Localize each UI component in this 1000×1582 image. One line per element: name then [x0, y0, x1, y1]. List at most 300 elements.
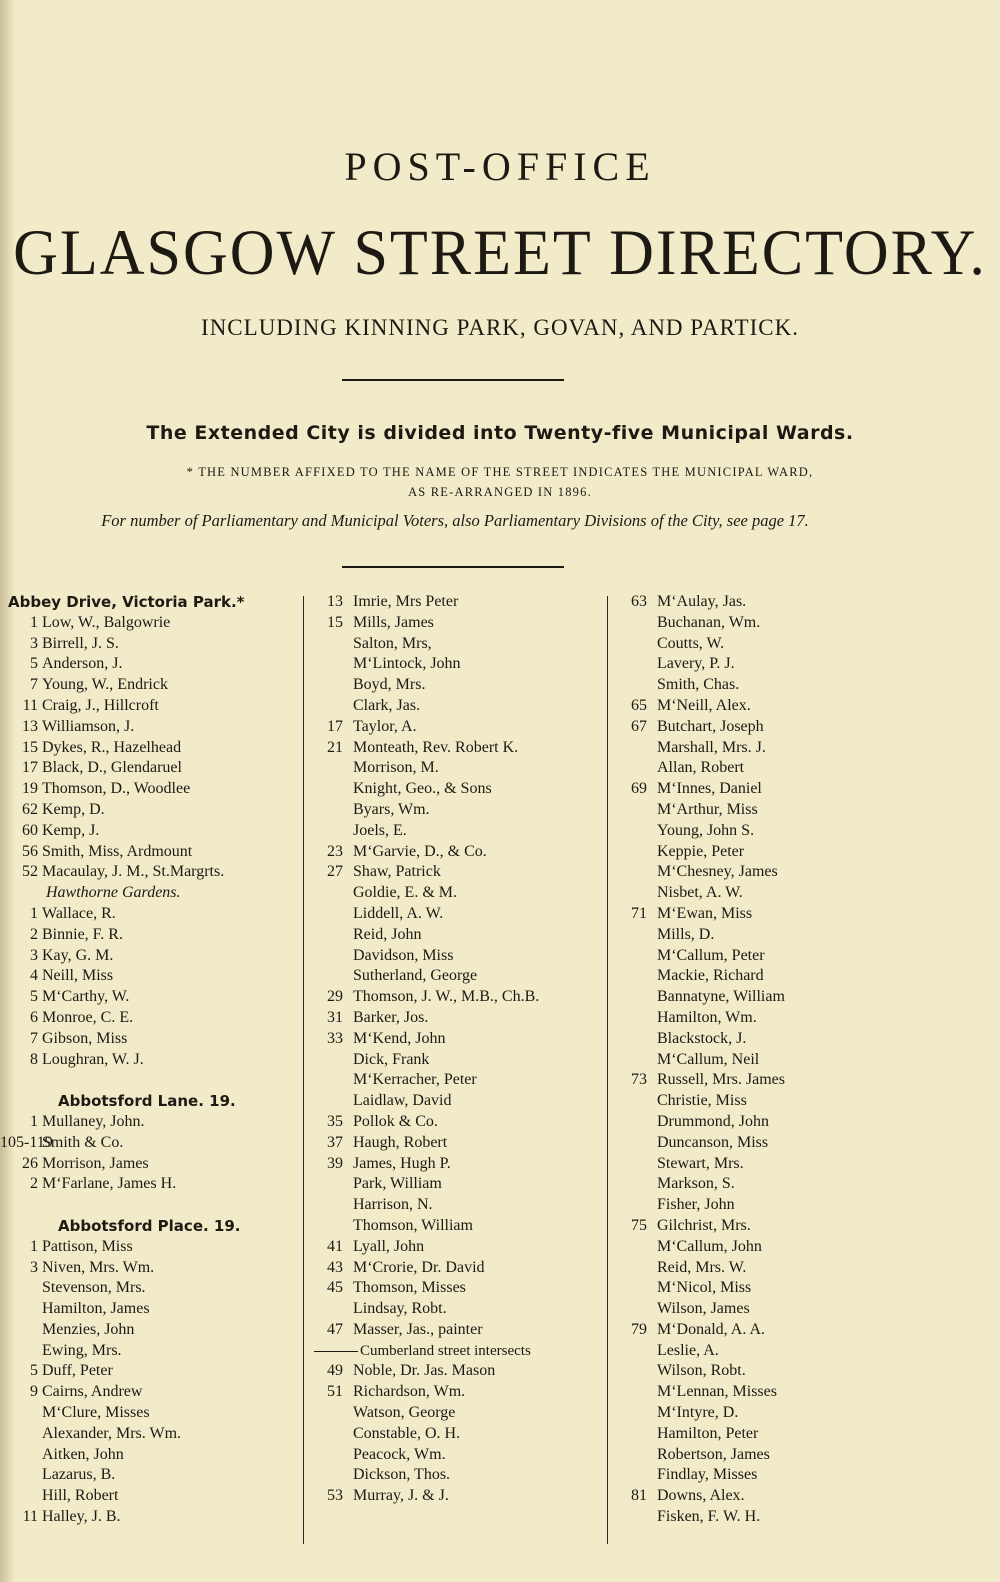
house-number: 19	[22, 780, 38, 798]
resident-name: James, Hugh P.	[353, 1154, 451, 1172]
directory-entry	[610, 987, 910, 1008]
resident-name: Monroe, C. E.	[42, 1008, 134, 1026]
directory-entry	[0, 758, 300, 779]
resident-name: Monteath, Rev. Robert K.	[353, 738, 519, 756]
directory-entry	[0, 779, 300, 800]
directory-entry	[610, 1445, 910, 1466]
directory-entry	[610, 1174, 910, 1195]
directory-entry	[306, 1486, 606, 1507]
directory-entry	[0, 862, 300, 883]
directory-entry	[610, 1050, 910, 1071]
directory-entry	[0, 1029, 300, 1050]
resident-name: M‘Donald, A. A.	[657, 1320, 765, 1338]
resident-name: Wilson, Robt.	[657, 1362, 746, 1380]
directory-entry	[306, 1258, 606, 1279]
directory-entry	[306, 696, 606, 717]
resident-name: Wallace, R.	[42, 904, 116, 922]
directory-entry	[0, 634, 300, 655]
resident-name: Buchanan, Wm.	[657, 613, 761, 631]
resident-name: M‘Crorie, Dr. David	[353, 1258, 485, 1276]
street-heading	[0, 592, 300, 613]
directory-entry	[610, 613, 910, 634]
resident-name: M‘Farlane, James H.	[42, 1175, 177, 1193]
resident-name: Davidson, Miss	[353, 946, 454, 964]
resident-name: Duff, Peter	[42, 1362, 113, 1380]
intersection-note-text	[314, 1341, 531, 1362]
directory-entry	[0, 1278, 300, 1299]
street-heading-text: Abbotsford Lane. 19.	[58, 1092, 236, 1111]
resident-name: Downs, Alex.	[657, 1487, 745, 1505]
directory-entry	[610, 862, 910, 883]
directory-entry	[610, 1133, 910, 1154]
directory-entry	[306, 592, 606, 613]
house-number: 6	[30, 1008, 38, 1026]
resident-name: Fisher, John	[657, 1196, 735, 1214]
resident-name: M‘Callum, Neil	[657, 1050, 760, 1068]
directory-entry	[0, 1237, 300, 1258]
directory-entry	[306, 654, 606, 675]
house-number: 11	[22, 696, 38, 714]
directory-entry	[0, 925, 300, 946]
column-divider	[607, 596, 608, 1544]
house-number: 67	[631, 717, 647, 735]
directory-entry	[306, 1029, 606, 1050]
directory-entry	[306, 779, 606, 800]
house-number: 15	[327, 613, 343, 631]
wards-heading: The Extended City is divided into Twenty-five Municipal Wards.	[146, 422, 854, 444]
house-number: 7	[30, 676, 38, 694]
directory-entry	[306, 1050, 606, 1071]
house-number: 4	[30, 967, 38, 985]
house-number: 7	[30, 1029, 38, 1047]
directory-entry	[0, 696, 300, 717]
house-number: 39	[327, 1154, 343, 1172]
resident-name: Thomson, J. W., M.B., Ch.B.	[353, 988, 540, 1006]
directory-entry	[0, 904, 300, 925]
house-number: 17	[327, 717, 343, 735]
column-divider	[303, 596, 304, 1544]
directory-entry	[0, 613, 300, 634]
directory-entry	[306, 758, 606, 779]
directory-entry	[0, 1445, 300, 1466]
directory-column-2	[306, 592, 606, 1507]
house-number: 69	[631, 780, 647, 798]
resident-name: Hill, Robert	[42, 1487, 119, 1505]
directory-entry	[306, 1195, 606, 1216]
resident-name: Young, John S.	[657, 821, 755, 839]
directory-entry	[306, 634, 606, 655]
house-number: 63	[631, 593, 647, 610]
resident-name: Menzies, John	[42, 1320, 135, 1338]
resident-name: Dykes, R., Hazelhead	[42, 738, 182, 756]
resident-name: Kemp, J.	[42, 821, 100, 839]
resident-name: M‘Carthy, W.	[42, 988, 130, 1006]
house-number: 41	[327, 1237, 343, 1255]
resident-name: M‘Kerracher, Peter	[353, 1071, 477, 1089]
resident-name: Birrell, J. S.	[42, 634, 119, 652]
house-number: 56	[22, 842, 38, 860]
resident-name: Kay, G. M.	[42, 946, 114, 964]
resident-name: Mills, D.	[657, 925, 715, 943]
directory-entry	[306, 1154, 606, 1175]
directory-entry	[610, 1278, 910, 1299]
directory-entry	[610, 800, 910, 821]
directory-entry	[306, 1070, 606, 1091]
resident-name: Dick, Frank	[353, 1050, 430, 1068]
street-heading	[0, 1091, 300, 1112]
directory-entry	[306, 821, 606, 842]
resident-name: Clark, Jas.	[353, 696, 421, 714]
house-number: 79	[631, 1320, 647, 1338]
resident-name: Aitken, John	[42, 1445, 124, 1463]
directory-entry	[610, 654, 910, 675]
resident-name: Wilson, James	[657, 1300, 750, 1318]
resident-name: Lyall, John	[353, 1237, 425, 1255]
resident-name: Boyd, Mrs.	[353, 676, 426, 694]
resident-name: Low, W., Balgowrie	[42, 613, 171, 631]
directory-entry	[610, 1154, 910, 1175]
directory-entry	[610, 1237, 910, 1258]
directory-entry	[0, 654, 300, 675]
directory-entry	[610, 1070, 910, 1091]
resident-name: Hamilton, Peter	[657, 1424, 759, 1442]
house-number: 29	[327, 988, 343, 1006]
divider-rule	[342, 566, 564, 568]
directory-entry	[610, 675, 910, 696]
voters-reference: For number of Parliamentary and Municipal Voters, also Parliamentary Divisions of the City, see page 17.	[101, 511, 809, 530]
house-number: 1	[30, 1237, 38, 1255]
resident-name: M‘Arthur, Miss	[657, 800, 758, 818]
directory-entry	[610, 1341, 910, 1362]
resident-name: Nisbet, A. W.	[657, 884, 743, 902]
resident-name: Black, D., Glendaruel	[42, 759, 182, 777]
title-post-office: POST-OFFICE	[344, 144, 656, 189]
intersection-note	[306, 1341, 606, 1362]
resident-name: Binnie, F. R.	[42, 925, 123, 943]
resident-name: Peacock, Wm.	[353, 1445, 446, 1463]
resident-name: M‘Kend, John	[353, 1029, 446, 1047]
resident-name: Constable, O. H.	[353, 1424, 461, 1442]
resident-name: Allan, Robert	[657, 759, 745, 777]
resident-name: Lindsay, Robt.	[353, 1300, 447, 1318]
resident-name: Gibson, Miss	[42, 1029, 128, 1047]
resident-name: Morrison, M.	[353, 759, 439, 777]
house-number: 1	[30, 904, 38, 922]
title-street-directory: GLASGOW STREET DIRECTORY.	[13, 217, 987, 289]
house-number: 11	[22, 1508, 38, 1526]
resident-name: Keppie, Peter	[657, 842, 745, 860]
directory-entry	[306, 1008, 606, 1029]
directory-entry	[306, 1216, 606, 1237]
resident-name: Niven, Mrs. Wm.	[42, 1258, 155, 1276]
directory-entry	[610, 1465, 910, 1486]
directory-entry	[610, 1008, 910, 1029]
resident-name: Craig, J., Hillcroft	[42, 696, 159, 714]
resident-name: M‘Callum, John	[657, 1237, 762, 1255]
resident-name: Butchart, Joseph	[657, 717, 764, 735]
directory-entry	[306, 1465, 606, 1486]
directory-entry	[306, 842, 606, 863]
house-number: 13	[327, 593, 343, 610]
house-number: 3	[30, 946, 38, 964]
resident-name: Coutts, W.	[657, 634, 725, 652]
resident-name: Ewing, Mrs.	[42, 1341, 122, 1359]
directory-entry	[0, 1050, 300, 1071]
directory-entry	[0, 1486, 300, 1507]
house-number: 23	[327, 842, 343, 860]
resident-name: Mills, James	[353, 613, 434, 631]
resident-name: Mullaney, John.	[42, 1112, 145, 1130]
directory-entry	[0, 717, 300, 738]
directory-entry	[0, 675, 300, 696]
directory-entry	[610, 966, 910, 987]
resident-name: Williamson, J.	[42, 717, 135, 735]
directory-entry	[610, 821, 910, 842]
house-number: 27	[327, 863, 343, 881]
resident-name: Stevenson, Mrs.	[42, 1279, 146, 1297]
street-subheading-text: Hawthorne Gardens.	[46, 884, 181, 902]
house-number: 1	[30, 1112, 38, 1130]
resident-name: M‘Lennan, Misses	[657, 1383, 777, 1401]
resident-name: M‘Garvie, D., & Co.	[353, 842, 487, 860]
ward-note-line-2: AS RE-ARRANGED IN 1896.	[408, 485, 592, 499]
resident-name: Cairns, Andrew	[42, 1383, 143, 1401]
directory-entry	[306, 987, 606, 1008]
resident-name: Alexander, Mrs. Wm.	[42, 1424, 182, 1442]
directory-entry	[306, 1320, 606, 1341]
resident-name: Young, W., Endrick	[42, 676, 168, 694]
house-number: 5	[30, 655, 38, 673]
directory-entry	[610, 946, 910, 967]
directory-entry	[0, 800, 300, 821]
resident-name: M‘Callum, Peter	[657, 946, 765, 964]
resident-name: Masser, Jas., painter	[353, 1320, 483, 1338]
directory-entry	[0, 1299, 300, 1320]
directory-entry	[610, 1091, 910, 1112]
resident-name: Marshall, Mrs. J.	[657, 738, 766, 756]
divider-rule	[342, 379, 564, 381]
ward-note-line-1: * THE NUMBER AFFIXED TO THE NAME OF THE STREET INDICATES THE MUNICIPAL WARD,	[186, 465, 814, 479]
directory-entry	[610, 904, 910, 925]
resident-name: M‘Ewan, Miss	[657, 904, 753, 922]
resident-name: Christie, Miss	[657, 1092, 747, 1110]
resident-name: Duncanson, Miss	[657, 1133, 769, 1151]
subtitle: INCLUDING KINNING PARK, GOVAN, AND PARTICK.	[201, 315, 799, 340]
resident-name: M‘Clure, Misses	[42, 1404, 150, 1422]
directory-entry	[610, 1320, 910, 1341]
resident-name: Liddell, A. W.	[353, 904, 444, 922]
directory-entry	[610, 1029, 910, 1050]
directory-entry	[610, 758, 910, 779]
house-number: 47	[327, 1320, 343, 1338]
ward-note	[40, 462, 960, 502]
directory-entry	[306, 675, 606, 696]
resident-name: Halley, J. B.	[42, 1508, 121, 1526]
house-number: 21	[327, 738, 343, 756]
directory-entry	[0, 1154, 300, 1175]
resident-name: Salton, Mrs,	[353, 634, 432, 652]
directory-entry	[610, 1299, 910, 1320]
house-number: 8	[30, 1050, 38, 1068]
directory-entry	[306, 883, 606, 904]
house-number: 1	[30, 613, 38, 631]
directory-entry	[306, 1133, 606, 1154]
resident-name: Thomson, D., Woodlee	[42, 780, 191, 798]
directory-entry	[610, 1216, 910, 1237]
house-number: 5	[30, 1362, 38, 1380]
resident-name: Hamilton, James	[42, 1300, 150, 1318]
resident-name: Murray, J. & J.	[353, 1487, 449, 1505]
resident-name: M‘Nicol, Miss	[657, 1279, 752, 1297]
house-number: 13	[22, 717, 38, 735]
directory-entry	[306, 1112, 606, 1133]
resident-name: Markson, S.	[657, 1175, 735, 1193]
resident-name: Reid, John	[353, 925, 422, 943]
resident-name: Bannatyne, William	[657, 988, 785, 1006]
directory-entry	[0, 1361, 300, 1382]
directory-entry	[306, 1382, 606, 1403]
directory-entry	[610, 779, 910, 800]
resident-name: Drummond, John	[657, 1112, 769, 1130]
resident-name: Blackstock, J.	[657, 1029, 747, 1047]
house-number: 43	[327, 1258, 343, 1276]
directory-entry	[306, 1299, 606, 1320]
resident-name: Gilchrist, Mrs.	[657, 1216, 751, 1234]
house-number: 60	[22, 821, 38, 839]
resident-name: Thomson, Misses	[353, 1279, 466, 1297]
directory-entry	[0, 1465, 300, 1486]
resident-name: Smith, Chas.	[657, 676, 740, 694]
house-number: 81	[631, 1487, 647, 1505]
house-number: 5	[30, 988, 38, 1006]
house-number: 75	[631, 1216, 647, 1234]
directory-column-1	[0, 592, 300, 1528]
directory-entry	[610, 1112, 910, 1133]
resident-name: Smith, Miss, Ardmount	[42, 842, 193, 860]
directory-entry	[0, 966, 300, 987]
street-heading-text: Abbotsford Place. 19.	[58, 1216, 241, 1235]
directory-entry	[610, 1195, 910, 1216]
directory-entry	[610, 1361, 910, 1382]
directory-entry	[0, 1008, 300, 1029]
directory-entry	[0, 1112, 300, 1133]
directory-entry	[306, 613, 606, 634]
resident-name: Dickson, Thos.	[353, 1466, 451, 1484]
directory-entry	[306, 946, 606, 967]
house-number: 2	[30, 1175, 38, 1193]
directory-entry	[610, 842, 910, 863]
resident-name: Byars, Wm.	[353, 800, 430, 818]
house-number: 62	[22, 800, 38, 818]
resident-name: Watson, George	[353, 1404, 456, 1422]
house-number: 2	[30, 925, 38, 943]
resident-name: Hamilton, Wm.	[657, 1008, 757, 1026]
directory-entry	[0, 1133, 300, 1154]
directory-entry	[610, 592, 910, 613]
directory-entry	[610, 1486, 910, 1507]
directory-entry	[306, 862, 606, 883]
directory-entry	[0, 738, 300, 759]
directory-entry	[0, 842, 300, 863]
house-number: 15	[22, 738, 38, 756]
directory-entry	[306, 1278, 606, 1299]
resident-name: Morrison, James	[42, 1154, 149, 1172]
resident-name: M‘Lintock, John	[353, 655, 461, 673]
directory-entry	[610, 1424, 910, 1445]
directory-entry	[610, 696, 910, 717]
intersection-label: Cumberland street intersects	[360, 1342, 531, 1359]
directory-entry	[610, 1258, 910, 1279]
directory-entry	[306, 717, 606, 738]
house-number: 37	[327, 1133, 343, 1151]
spacer	[0, 1195, 300, 1216]
resident-name: Joels, E.	[353, 821, 407, 839]
resident-name: Loughran, W. J.	[42, 1050, 144, 1068]
resident-name: Lavery, P. J.	[657, 655, 735, 673]
directory-entry	[306, 1361, 606, 1382]
resident-name: Goldie, E. & M.	[353, 884, 457, 902]
resident-name: Haugh, Robert	[353, 1133, 448, 1151]
directory-entry	[610, 1507, 910, 1528]
house-number: 9	[30, 1383, 38, 1401]
resident-name: Kemp, D.	[42, 800, 105, 818]
house-number: 45	[327, 1279, 343, 1297]
resident-name: Russell, Mrs. James	[657, 1071, 785, 1089]
resident-name: Findlay, Misses	[657, 1466, 758, 1484]
directory-entry	[610, 925, 910, 946]
resident-name: Stewart, Mrs.	[657, 1154, 744, 1172]
house-number: 3	[30, 1258, 38, 1276]
directory-column-3	[610, 592, 910, 1528]
directory-entry	[306, 904, 606, 925]
house-number: 71	[631, 904, 647, 922]
resident-name: M‘Aulay, Jas.	[657, 593, 747, 610]
directory-entry	[306, 738, 606, 759]
directory-entry	[306, 1091, 606, 1112]
directory-entry	[306, 1174, 606, 1195]
resident-name: Harrison, N.	[353, 1196, 433, 1214]
resident-name: Macaulay, J. M., St.Margrts.	[42, 863, 225, 881]
house-number: 52	[22, 863, 38, 881]
house-number: 35	[327, 1112, 343, 1130]
resident-name: Shaw, Patrick	[353, 863, 441, 881]
directory-entry	[0, 1320, 300, 1341]
resident-name: Richardson, Wm.	[353, 1383, 466, 1401]
directory-entry	[0, 1424, 300, 1445]
directory-entry	[0, 1382, 300, 1403]
house-number: 65	[631, 696, 647, 714]
resident-name: M‘Chesney, James	[657, 863, 778, 881]
street-subheading	[0, 883, 300, 904]
directory-entry	[610, 717, 910, 738]
resident-name: Knight, Geo., & Sons	[353, 780, 492, 798]
directory-entry	[610, 738, 910, 759]
directory-entry	[0, 987, 300, 1008]
resident-name: Smith & Co.	[42, 1133, 124, 1151]
resident-name: Leslie, A.	[657, 1341, 719, 1359]
house-number: 33	[327, 1029, 343, 1047]
resident-name: Pollok & Co.	[353, 1112, 438, 1130]
resident-name: Mackie, Richard	[657, 967, 764, 985]
directory-entry	[306, 800, 606, 821]
resident-name: Fisken, F. W. H.	[657, 1508, 761, 1526]
directory-entry	[306, 966, 606, 987]
resident-name: Park, William	[353, 1175, 442, 1193]
resident-name: Pattison, Miss	[42, 1237, 133, 1255]
directory-entry	[0, 821, 300, 842]
street-heading-text: Abbey Drive, Victoria Park.*	[8, 593, 245, 611]
house-number: 73	[631, 1071, 647, 1089]
